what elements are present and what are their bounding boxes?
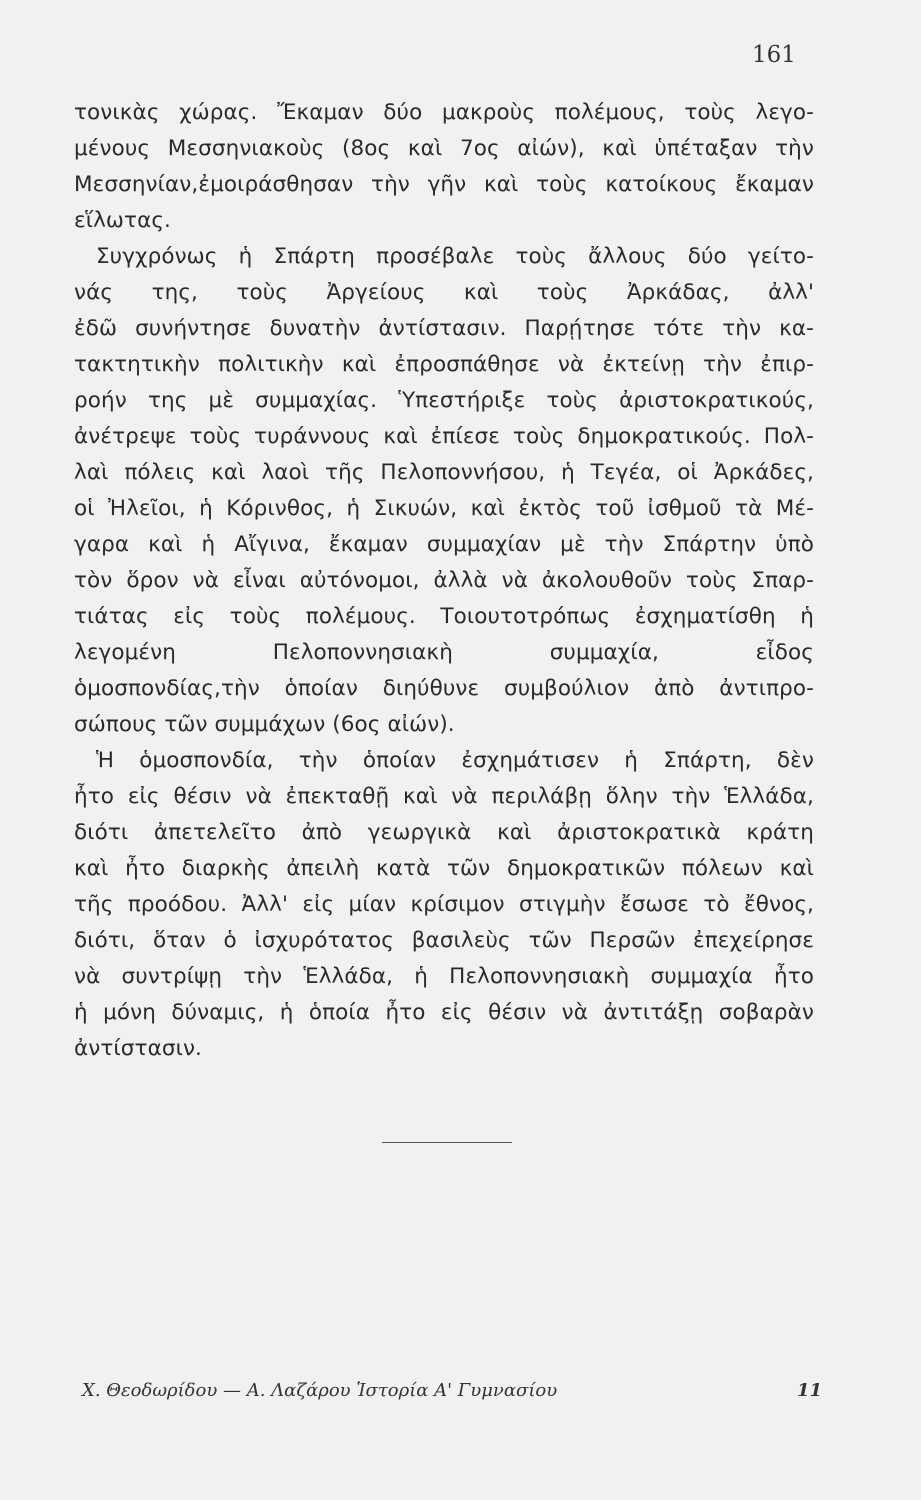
text-line: ἀντίστασιν.	[74, 1036, 202, 1061]
text-line: γαρα καὶ ἡ Αἴγινα, ἔκαμαν συμμαχίαν μὲ τὴν Σπάρτην ὑπὸ	[74, 532, 814, 557]
footer-signature: Χ. Θεοδωρίδου — Α. Λαζάρου Ἱστορία Α' Γυμνασίου	[82, 1380, 558, 1401]
text-line: Ἡ ὁμοσπονδία, τὴν ὁποίαν ἐσχημάτισεν ἡ Σπάρτη, δὲν	[96, 748, 814, 773]
page-number: 161	[752, 42, 796, 68]
text-line: τιάτας εἰς τοὺς πολέμους. Τοιουτοτρόπως ἐσχηματίσθη ἡ	[74, 604, 814, 629]
text-line: σώπους τῶν συμμάχων (6ος αἰών).	[74, 712, 455, 737]
text-line: λεγομένη Πελοποννησιακὴ συμμαχία, εἶδος	[74, 640, 814, 665]
text-line: ἡ μόνη δύναμις, ἡ ὁποία ἦτο εἰς θέσιν νὰ ἀντιτάξῃ σοβαρὰν	[74, 1000, 814, 1025]
text-line: Συγχρόνως ἡ Σπάρτη προσέβαλε τοὺς ἄλλους δύο γείτο-	[96, 244, 814, 269]
text-line: τακτητικὴν πολιτικὴν καὶ ἐπροσπάθησε νὰ ἐκτείνῃ τὴν ἐπιρ-	[74, 352, 814, 377]
text-line: ἀνέτρεψε τοὺς τυράννους καὶ ἐπίεσε τοὺς δημοκρατικούς. Πολ-	[74, 424, 814, 449]
footer-folio: 11	[796, 1380, 822, 1401]
text-line: ὁμοσπονδίας,τὴν ὁποίαν διηύθυνε συμβούλιον ἀπὸ ἀντιπρο-	[74, 676, 814, 701]
text-line: ἐδῶ συνήντησε δυνατὴν ἀντίστασιν. Παρῄτησε τότε τὴν κα-	[74, 316, 814, 341]
text-line: τὸν ὅρον νὰ εἶναι αὐτόνομοι, ἀλλὰ νὰ ἀκολουθοῦν τοὺς Σπαρ-	[74, 568, 814, 593]
text-line: τῆς προόδου. Ἀλλ' εἰς μίαν κρίσιμον στιγμὴν ἔσωσε τὸ ἔθνος,	[74, 892, 814, 917]
text-line: καὶ ἦτο διαρκὴς ἀπειλὴ κατὰ τῶν δημοκρατικῶν πόλεων καὶ	[74, 856, 814, 881]
text-line: διότι, ὅταν ὁ ἰσχυρότατος βασιλεὺς τῶν Περσῶν ἐπεχείρησε	[74, 928, 814, 953]
text-line: Μεσσηνίαν,ἐμοιράσθησαν τὴν γῆν καὶ τοὺς κατοίκους ἔκαμαν	[74, 172, 814, 197]
text-line: οἱ Ἠλεῖοι, ἡ Κόρινθος, ἡ Σικυών, καὶ ἐκτὸς τοῦ ἰσθμοῦ τὰ Μέ-	[74, 496, 814, 521]
text-line: νὰ συντρίψῃ τὴν Ἑλλάδα, ἡ Πελοποννησιακὴ συμμαχία ἦτο	[74, 964, 814, 989]
text-line: εἵλωτας.	[74, 208, 171, 233]
body-text	[74, 95, 814, 1067]
text-line: νάς της, τοὺς Ἀργείους καὶ τοὺς Ἀρκάδας, ἀλλ'	[74, 280, 814, 305]
text-line: διότι ἀπετελεῖτο ἀπὸ γεωργικὰ καὶ ἀριστοκρατικὰ κράτη	[74, 820, 814, 845]
text-line: μένους Μεσσηνιακοὺς (8ος καὶ 7ος αἰών), καὶ ὑπέταξαν τὴν	[74, 136, 814, 161]
text-line: ἦτο εἰς θέσιν νὰ ἐπεκταθῇ καὶ νὰ περιλάβῃ ὅλην τὴν Ἑλλάδα,	[74, 784, 814, 809]
section-divider	[382, 1142, 512, 1143]
text-line: ροήν της μὲ συμμαχίας. Ὑπεστήριξε τοὺς ἀριστοκρατικούς,	[74, 388, 814, 413]
text-line: τονικὰς χώρας. Ἔκαμαν δύο μακροὺς πολέμους, τοὺς λεγο-	[74, 100, 814, 125]
text-line: λαὶ πόλεις καὶ λαοὶ τῆς Πελοποννήσου, ἡ Τεγέα, οἱ Ἀρκάδες,	[74, 460, 814, 485]
